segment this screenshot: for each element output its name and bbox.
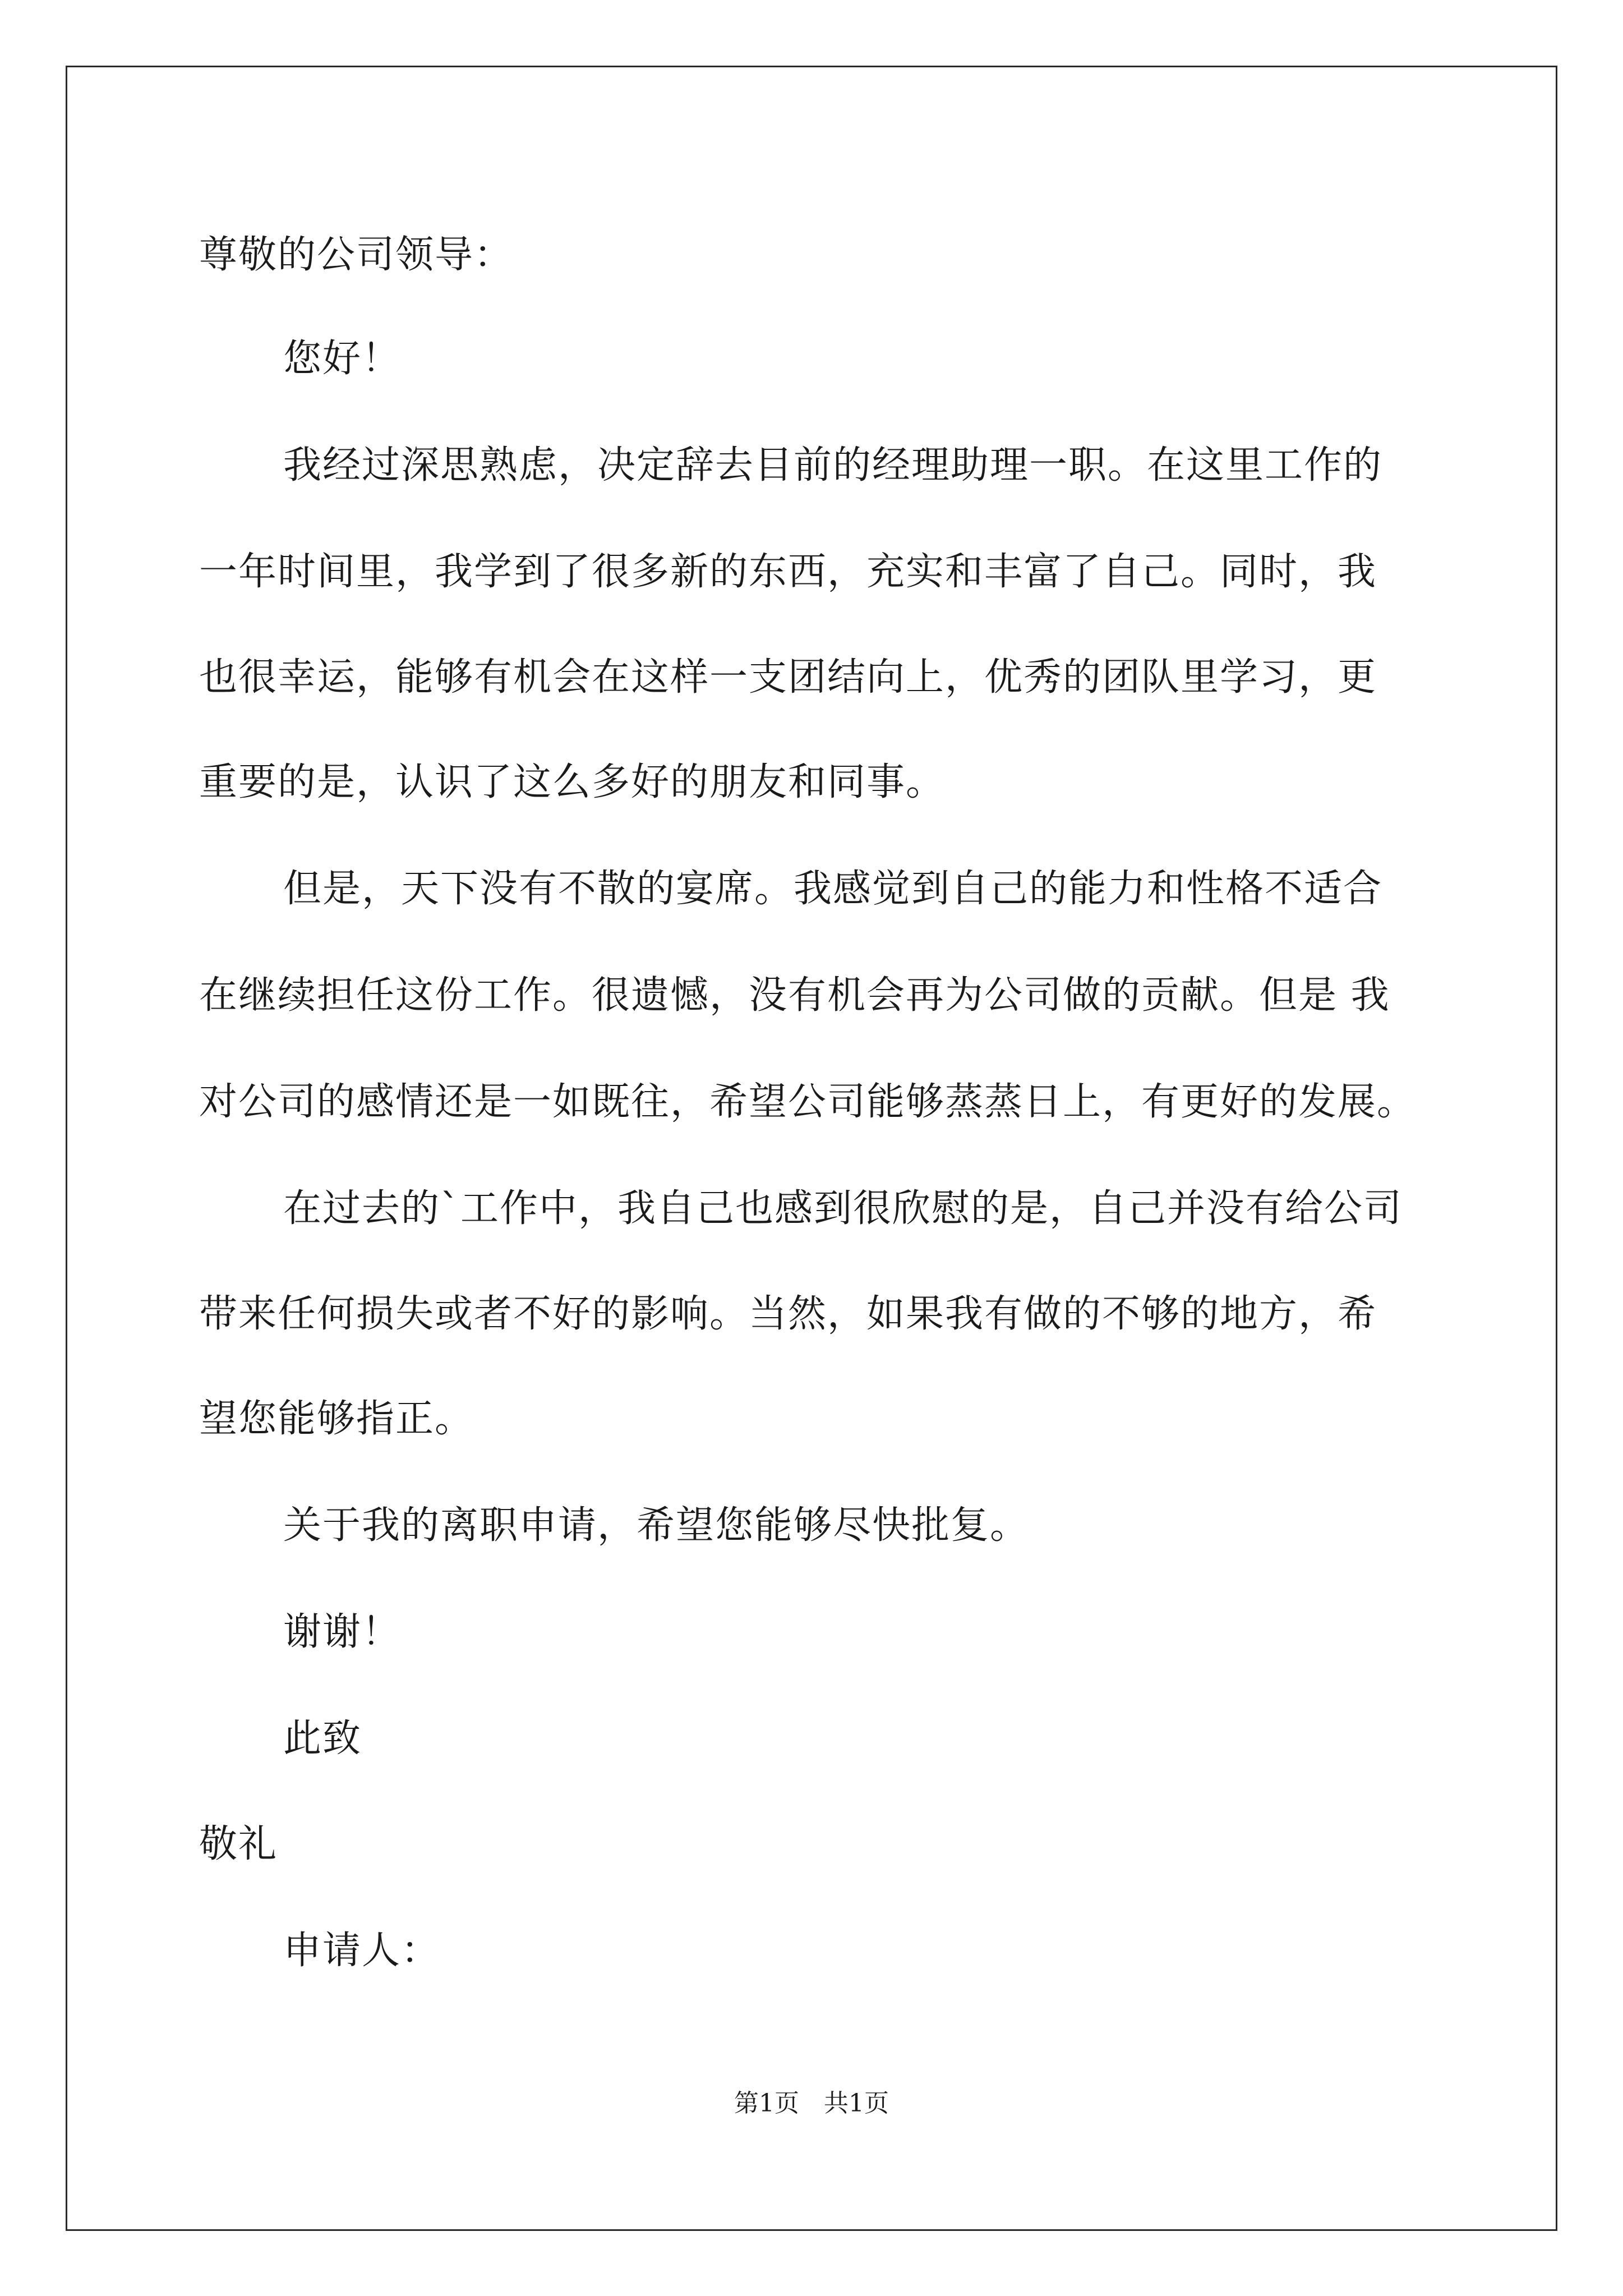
regards-line: 敬礼 [199,1822,278,1866]
paragraph-3-line-1: 在过去的`工作中，我自己也感到很欣慰的是，自己并没有给公司 [283,1186,1403,1231]
thanks-line: 谢谢！ [283,1610,402,1654]
salutation: 尊敬的公司领导： [199,233,514,277]
page-footer: 第1页 共1页 [734,2089,889,2118]
paragraph-2-line-1: 但是，天下没有不散的宴席。我感觉到自己的能力和性格不适合 [283,867,1383,911]
greeting: 您好！ [283,337,402,381]
paragraph-3-line-3: 望您能够指正。 [199,1397,474,1441]
paragraph-1-line-2: 一年时间里，我学到了很多新的东西，充实和丰富了自己。同时，我 [199,550,1377,594]
paragraph-3-line-2: 带来任何损失或者不好的影响。当然，如果我有做的不够的地方，希 [199,1292,1377,1336]
paragraph-1-line-3: 也很幸运，能够有机会在这样一支团结向上，优秀的团队里学习，更 [199,655,1377,700]
page-border [66,66,1557,2231]
closing-line: 此致 [283,1717,362,1761]
applicant-label: 申请人： [283,1929,441,1973]
paragraph-4: 关于我的离职申请，希望您能够尽快批复。 [283,1503,1030,1548]
paragraph-2-line-3: 对公司的感情还是一如既往，希望公司能够蒸蒸日上，有更好的发展。 [199,1080,1417,1124]
paragraph-1-line-1: 我经过深思熟虑，决定辞去目前的经理助理一职。在这里工作的 [283,443,1383,487]
paragraph-1-line-4: 重要的是，认识了这么多好的朋友和同事。 [199,760,946,804]
paragraph-2-line-2: 在继续担任这份工作。很遗憾，没有机会再为公司做的贡献。但是 我 [199,973,1390,1018]
